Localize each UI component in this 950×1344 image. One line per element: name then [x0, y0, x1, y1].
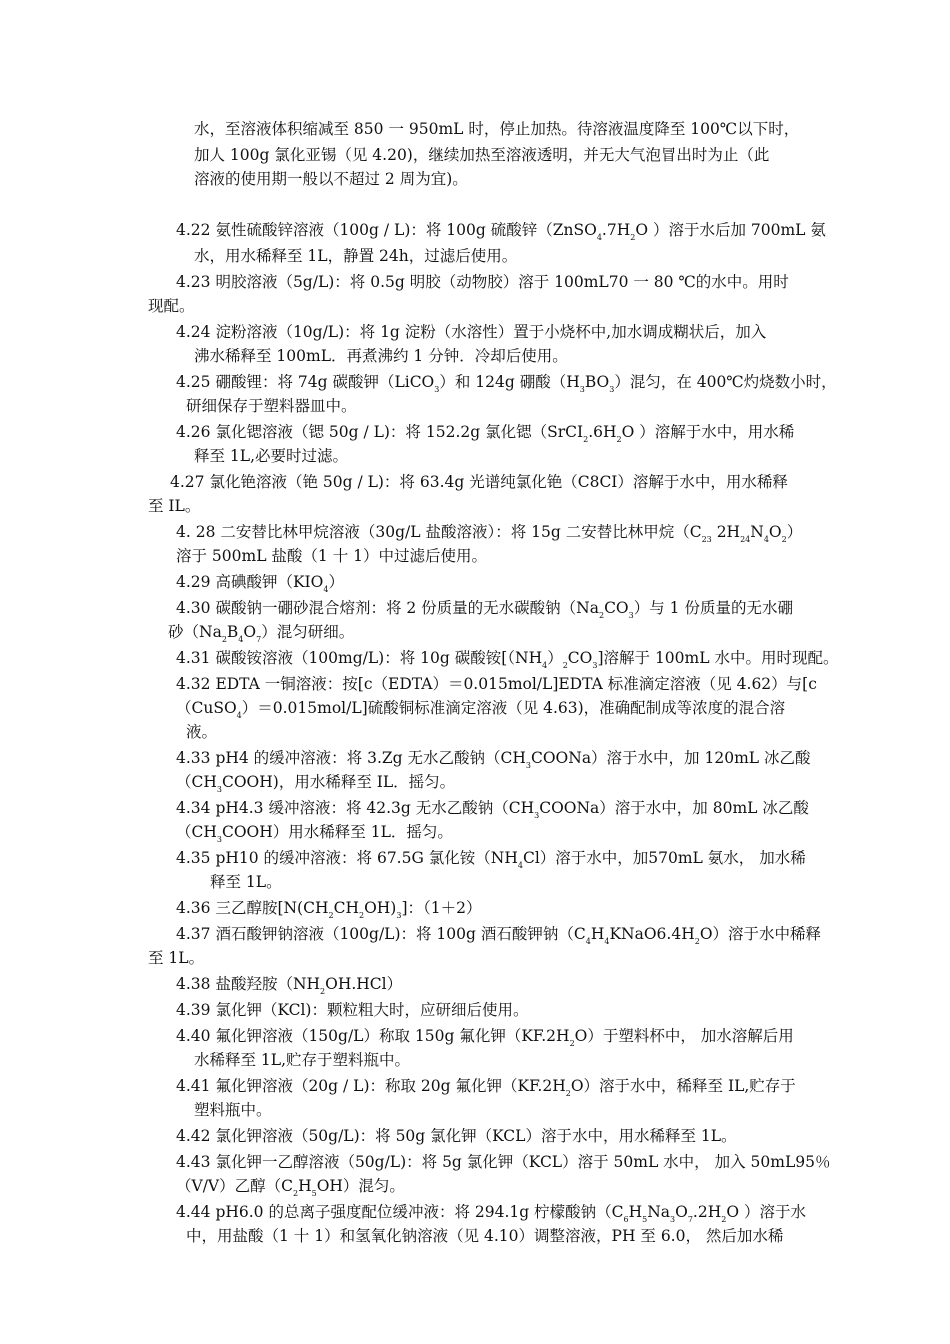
text-line: 释至 1L。 [210, 873, 282, 891]
text-line: 4.40 氟化钾溶液（150g/L）称取 150g 氟化钾$(KF.2H_2O)$于塑料杯中， 加水溶解后用 [176, 1027, 794, 1048]
text-line: 液。 [186, 723, 218, 741]
text-line: 至 1L。 [148, 949, 205, 967]
text-line: 4.25 硼酸锂：将 74g 碳酸钾（LiCO$_3$）和 124g 硼酸$(H_3BO_3)$混匀，在 400℃灼烧数小时， [176, 373, 837, 394]
text-line: 4.38 盐酸羟胺$(NH_2OH.HCl)$ [176, 975, 403, 996]
text-line: 水稀释至 1L,贮存于塑料瓶中。 [194, 1051, 411, 1069]
text-line: 4.43 氯化钾一乙醇溶液（50g/L)：将 5g 氯化钾（KCL）溶于 50mL 水中， 加入 50mL95％ [176, 1153, 831, 1171]
text-line: 4.44 pH6.0 的总离子强度配位缓冲液：将 294.1g 柠檬酸钠（$C_6H_5Na_3O_7.2H_2O$ ）溶于水 [176, 1203, 806, 1224]
text-line: 4.34 pH4.3 缓冲溶液：将 42.3g 无水乙酸钠$(CH_3COONa)$溶于水中，加 80mL 冰乙酸 [176, 799, 809, 820]
text-line: $(CH_3COOH)$用水稀释至 1L．摇匀。 [176, 823, 453, 844]
text-line: 研细保存于塑料器皿中。 [186, 397, 357, 415]
text-line: 溶液的使用期一般以不超过 2 周为宜)。 [194, 170, 468, 188]
text-line: 4.30 碳酸钠一硼砂混合熔剂：将 2 份质量的无水碳酸钠$(Na_2CO_3)$与 1 份质量的无水硼 [176, 599, 793, 620]
text-line: 加人 100g 氯化亚锡（见 4.20)，继续加热至溶液透明，并无大气泡冒出时为止（此 [194, 146, 770, 164]
text-line: 水，至溶液体积缩减至 850 一 950mL 时，停止加热。待溶液温度降至 100℃以下时， [194, 120, 800, 138]
text-line: （CuSO$_4$）＝0.015mol/L]硫酸铜标准滴定溶液（见 4.63)，准确配制成等浓度的混合溶 [176, 699, 786, 720]
text-line: 4.41 氟化钾溶液（20g / L)：称取 20g 氟化钾$(KF.2H_2O)$溶于水中，稀释至 IL,贮存于 [176, 1077, 796, 1098]
text-line: 4. 28 二安替比林甲烷溶液（30g/L 盐酸溶液）：将 15g 二安替比林甲烷（$C_{23}$ $2H_{24}N_4O_2$） [176, 523, 803, 544]
text-line: 塑料瓶中。 [194, 1101, 272, 1119]
text-line: 4.23 明胶溶液（5g/L)：将 0.5g 明胶（动物胶）溶于 100mL70 一 80 ℃的水中。用时 [176, 273, 789, 291]
text-line: 4.29 高碘酸钾$(KIO_4)$ [176, 573, 344, 594]
text-line: 4.32 EDTA 一铜溶液：按[c（EDTA）＝0.015mol/L]EDTA 标准滴定溶液（见 4.62）与[c [176, 675, 817, 693]
text-line: 溶于 500mL 盐酸（1 十 1）中过滤后使用。 [176, 547, 488, 565]
text-line: 释至 1L,必要时过滤。 [194, 447, 349, 465]
text-line: （V/V）乙醇$(C_2H_5OH)$混匀。 [176, 1177, 405, 1198]
text-line: 4.33 pH4 的缓冲溶液：将 3.Zg 无水乙酸钠$(CH_3COONa)$溶于水中，加 120mL 冰乙酸 [176, 749, 811, 770]
text-line: 4.31 碳酸铵溶液（100mg/L)：将 10g 碳酸铵$[(NH_4)_2CO_3]$溶解于 100mL 水中。用时现配。 [176, 649, 839, 670]
text-line: 4.22 氨性硫酸锌溶液（100g / L)：将 100g 硫酸锌（$ZnSO_4.7H_2O$ ）溶于水后加 700mL 氨 [176, 221, 826, 242]
text-line: 至 IL。 [148, 497, 201, 515]
text-line: 沸水稀释至 100mL．再煮沸约 1 分钟．冷却后使用。 [194, 347, 568, 365]
text-line: 水，用水稀释至 1L，静置 24h，过滤后使用。 [194, 247, 518, 265]
text-line: 4.42 氯化钾溶液（50g/L)：将 50g 氯化钾（KCL）溶于水中，用水稀释至 1L。 [176, 1127, 737, 1145]
text-line: 4.36 三乙醇胺$[N(CH_2CH_2OH)_3]$：（1＋2） [176, 899, 482, 920]
text-line: 4.26 氯化锶溶液（锶 50g / L)：将 152.2g 氯化锶（$SrCI_2.6H_2O$ ）溶解于水中，用水稀 [176, 423, 795, 444]
text-line: 砂$(Na_2B_4O_7)$混匀研细。 [168, 623, 355, 644]
text-line: 4.27 氯化铯溶液（铯 50g / L)：将 63.4g 光谱纯氯化铯（C8CI）溶解于水中，用水稀释 [170, 473, 788, 491]
text-line: 4.24 淀粉溶液（10g/L)：将 1g 淀粉（水溶性）置于小烧杯中,加水调成糊状后，加入 [176, 323, 767, 341]
text-line: 4.35 pH10 的缓冲溶液：将 67.5G 氯化铵$(NH_4Cl)$溶于水中，加570mL 氨水， 加水稀 [176, 849, 806, 870]
text-line: 4.37 酒石酸钾钠溶液（100g/L)：将 100g 酒石酸钾钠$(C_4H_4KNaO6.4H_2O)$溶于水中稀释 [176, 925, 822, 946]
text-line: $(CH_3COOH)$，用水稀释至 IL．摇匀。 [176, 773, 456, 794]
text-line: 现配。 [148, 297, 195, 315]
text-line: 4.39 氯化钾（KCl)：颗粒粗大时，应研细后使用。 [176, 1001, 529, 1019]
text-line: 中，用盐酸（1 十 1）和氢氧化钠溶液（见 4.10）调整溶液，PH 至 6.0， 然后加水稀 [186, 1227, 784, 1245]
